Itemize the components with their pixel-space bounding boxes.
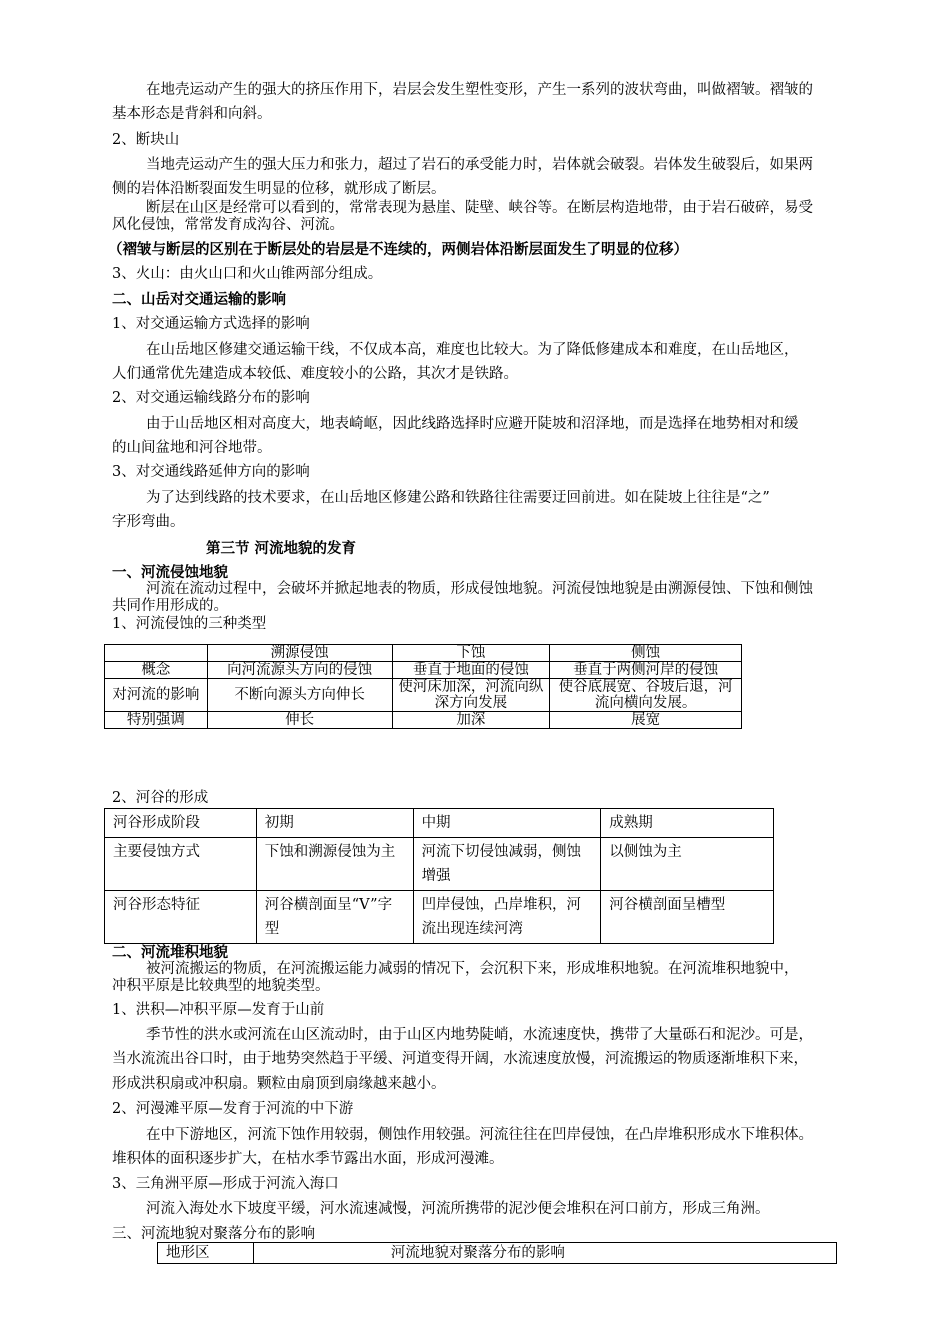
table-cell: 河流下切侵蚀减弱，侧蚀增强	[413, 838, 601, 891]
table-cell: 侧蚀	[550, 645, 742, 662]
table-cell: 垂直于地面的侵蚀	[392, 662, 550, 679]
table-cell: 使河床加深，河流向纵深方向发展	[392, 679, 550, 712]
transport-mode-line-2: 人们通常优先建造成本较低、难度较小的公路，其次才是铁路。	[112, 366, 518, 382]
table-cell: 成熟期	[601, 809, 774, 838]
alluvial-plain-heading: 1、洪积—冲积平原—发育于山前	[112, 1002, 325, 1018]
table-cell: 加深	[392, 712, 550, 729]
table-cell: 地形区	[158, 1243, 254, 1264]
table-cell: 河流地貌对聚落分布的影响	[253, 1243, 836, 1264]
delta-heading: 3、三角洲平原—形成于河流入海口	[112, 1176, 339, 1192]
route-distribution-heading: 2、对交通运输线路分布的影响	[112, 390, 310, 406]
fault-paragraph-line-2: 侧的岩体沿断裂面发生明显的位移，就形成了断层。	[112, 181, 446, 197]
river-erosion-line-2: 共同作用形成的。	[112, 598, 228, 614]
table-header-row	[105, 809, 774, 838]
table-cell: 凹岸侵蚀，凸岸堆积，河流出现连续河湾	[413, 891, 601, 944]
table-cell: 垂直于两侧河岸的侵蚀	[550, 662, 742, 679]
valley-formation-table	[104, 808, 774, 944]
river-deposit-heading: 二、河流堆积地貌	[112, 944, 228, 961]
erosion-types-table	[104, 644, 742, 729]
table-cell: 初期	[256, 809, 413, 838]
table-cell: 概念	[105, 662, 208, 679]
transport-mode-heading: 1、对交通运输方式选择的影响	[112, 316, 310, 332]
alluvial-plain-line-1: 季节性的洪水或河流在山区流动时，由于山区内地势陡峭，水流速度快，携带了大量砾石和泥沙。可是，	[146, 1027, 813, 1043]
table-cell: 下蚀	[392, 645, 550, 662]
river-deposit-line-1: 被河流搬运的物质，在河流搬运能力减弱的情况下，会沉积下来，形成堆积地貌。在河流堆积地貌中，	[146, 961, 799, 977]
route-direction-heading: 3、对交通线路延伸方向的影响	[112, 464, 310, 480]
table-cell: 河谷横剖面呈槽型	[601, 891, 774, 944]
table-cell	[105, 645, 208, 662]
route-distribution-line-2: 的山间盆地和河谷地带。	[112, 440, 272, 456]
table-header-row	[158, 1243, 837, 1264]
floodplain-line-1: 在中下游地区，河流下蚀作用较弱，侧蚀作用较强。河流往往在凹岸侵蚀，在凸岸堆积形成水下堆积体。	[146, 1127, 813, 1143]
table-cell: 溯源侵蚀	[207, 645, 392, 662]
fault-paragraph2-line-1: 断层在山区是经常可以看到的，常常表现为悬崖、陡壁、峡谷等。在断层构造地带，由于岩石破碎，易受	[146, 200, 813, 216]
mountain-transport-heading: 二、山岳对交通运输的影响	[112, 291, 286, 308]
erosion-types-heading: 1、河流侵蚀的三种类型	[112, 616, 267, 632]
table-cell: 中期	[413, 809, 601, 838]
table-cell: 对河流的影响	[105, 679, 208, 712]
table-row	[105, 891, 774, 944]
fault-block-heading: 2、断块山	[112, 132, 180, 148]
table-row	[105, 838, 774, 891]
valley-formation-heading: 2、河谷的形成	[112, 790, 209, 806]
fault-paragraph-line-1: 当地壳运动产生的强大压力和张力，超过了岩石的承受能力时，岩体就会破裂。岩体发生破裂后，如果两	[146, 157, 813, 173]
table-row	[105, 712, 742, 729]
route-distribution-line-1: 由于山岳地区相对高度大，地表崎岖，因此线路选择时应避开陡坡和沼泽地，而是选择在地势相对和缓	[146, 416, 799, 432]
floodplain-line-2: 堆积体的面积逐步扩大，在枯水季节露出水面，形成河漫滩。	[112, 1151, 504, 1167]
table-header-row	[105, 645, 742, 662]
table-cell: 使谷底展宽、谷坡后退，河流向横向发展。	[550, 679, 742, 712]
alluvial-plain-line-3: 形成洪积扇或冲积扇。颗粒由扇顶到扇缘越来越小。	[112, 1076, 446, 1092]
delta-line: 河流入海处水下坡度平缓，河水流速减慢，河流所携带的泥沙便会堆积在河口前方，形成三角洲。	[146, 1201, 770, 1217]
fault-paragraph2-line-2: 风化侵蚀，常常发育成沟谷、河流。	[112, 217, 344, 233]
transport-mode-line-1: 在山岳地区修建交通运输干线，不仅成本高，难度也比较大。为了降低修建成本和难度，在山岳地区，	[146, 342, 799, 358]
river-erosion-heading: 一、河流侵蚀地貌	[112, 564, 228, 581]
route-direction-line-1: 为了达到线路的技术要求，在山岳地区修建公路和铁路往往需要迂回前进。如在陡坡上往往是“之”	[146, 490, 770, 506]
table-cell: 河谷形态特征	[105, 891, 257, 944]
fold-fault-difference-note: （褶皱与断层的区别在于断层处的岩层是不连续的，两侧岩体沿断层面发生了明显的位移）	[108, 241, 688, 258]
table-cell: 特别强调	[105, 712, 208, 729]
table-cell: 向河流源头方向的侵蚀	[207, 662, 392, 679]
river-erosion-line-1: 河流在流动过程中，会破坏并掀起地表的物质，形成侵蚀地貌。河流侵蚀地貌是由溯源侵蚀、下蚀和侧蚀	[146, 581, 813, 597]
river-deposit-line-2: 冲积平原是比较典型的地貌类型。	[112, 978, 330, 994]
table-row	[105, 662, 742, 679]
table-row	[105, 679, 742, 712]
table-cell: 不断向源头方向伸长	[207, 679, 392, 712]
settlement-table	[157, 1242, 837, 1264]
table-cell: 以侧蚀为主	[601, 838, 774, 891]
volcano-line: 3、火山：由火山口和火山锥两部分组成。	[112, 266, 383, 282]
table-cell: 主要侵蚀方式	[105, 838, 257, 891]
alluvial-plain-line-2: 当水流流出谷口时，由于地势突然趋于平缓、河道变得开阔，水流速度放慢，河流搬运的物质逐渐堆积下来，	[112, 1051, 808, 1067]
settlement-heading: 三、河流地貌对聚落分布的影响	[112, 1226, 315, 1242]
fold-paragraph-line-2: 基本形态是背斜和向斜。	[112, 106, 272, 122]
table-cell: 伸长	[207, 712, 392, 729]
fold-paragraph-line-1: 在地壳运动产生的强大的挤压作用下，岩层会发生塑性变形，产生一系列的波状弯曲，叫做褶皱。褶皱的	[146, 82, 813, 98]
table-cell: 展宽	[550, 712, 742, 729]
floodplain-heading: 2、河漫滩平原—发育于河流的中下游	[112, 1101, 354, 1117]
route-direction-line-2: 字形弯曲。	[112, 514, 185, 530]
table-cell: 河谷横剖面呈“V”字型	[256, 891, 413, 944]
table-cell: 下蚀和溯源侵蚀为主	[256, 838, 413, 891]
table-cell: 河谷形成阶段	[105, 809, 257, 838]
section-title: 第三节 河流地貌的发育	[206, 540, 357, 557]
